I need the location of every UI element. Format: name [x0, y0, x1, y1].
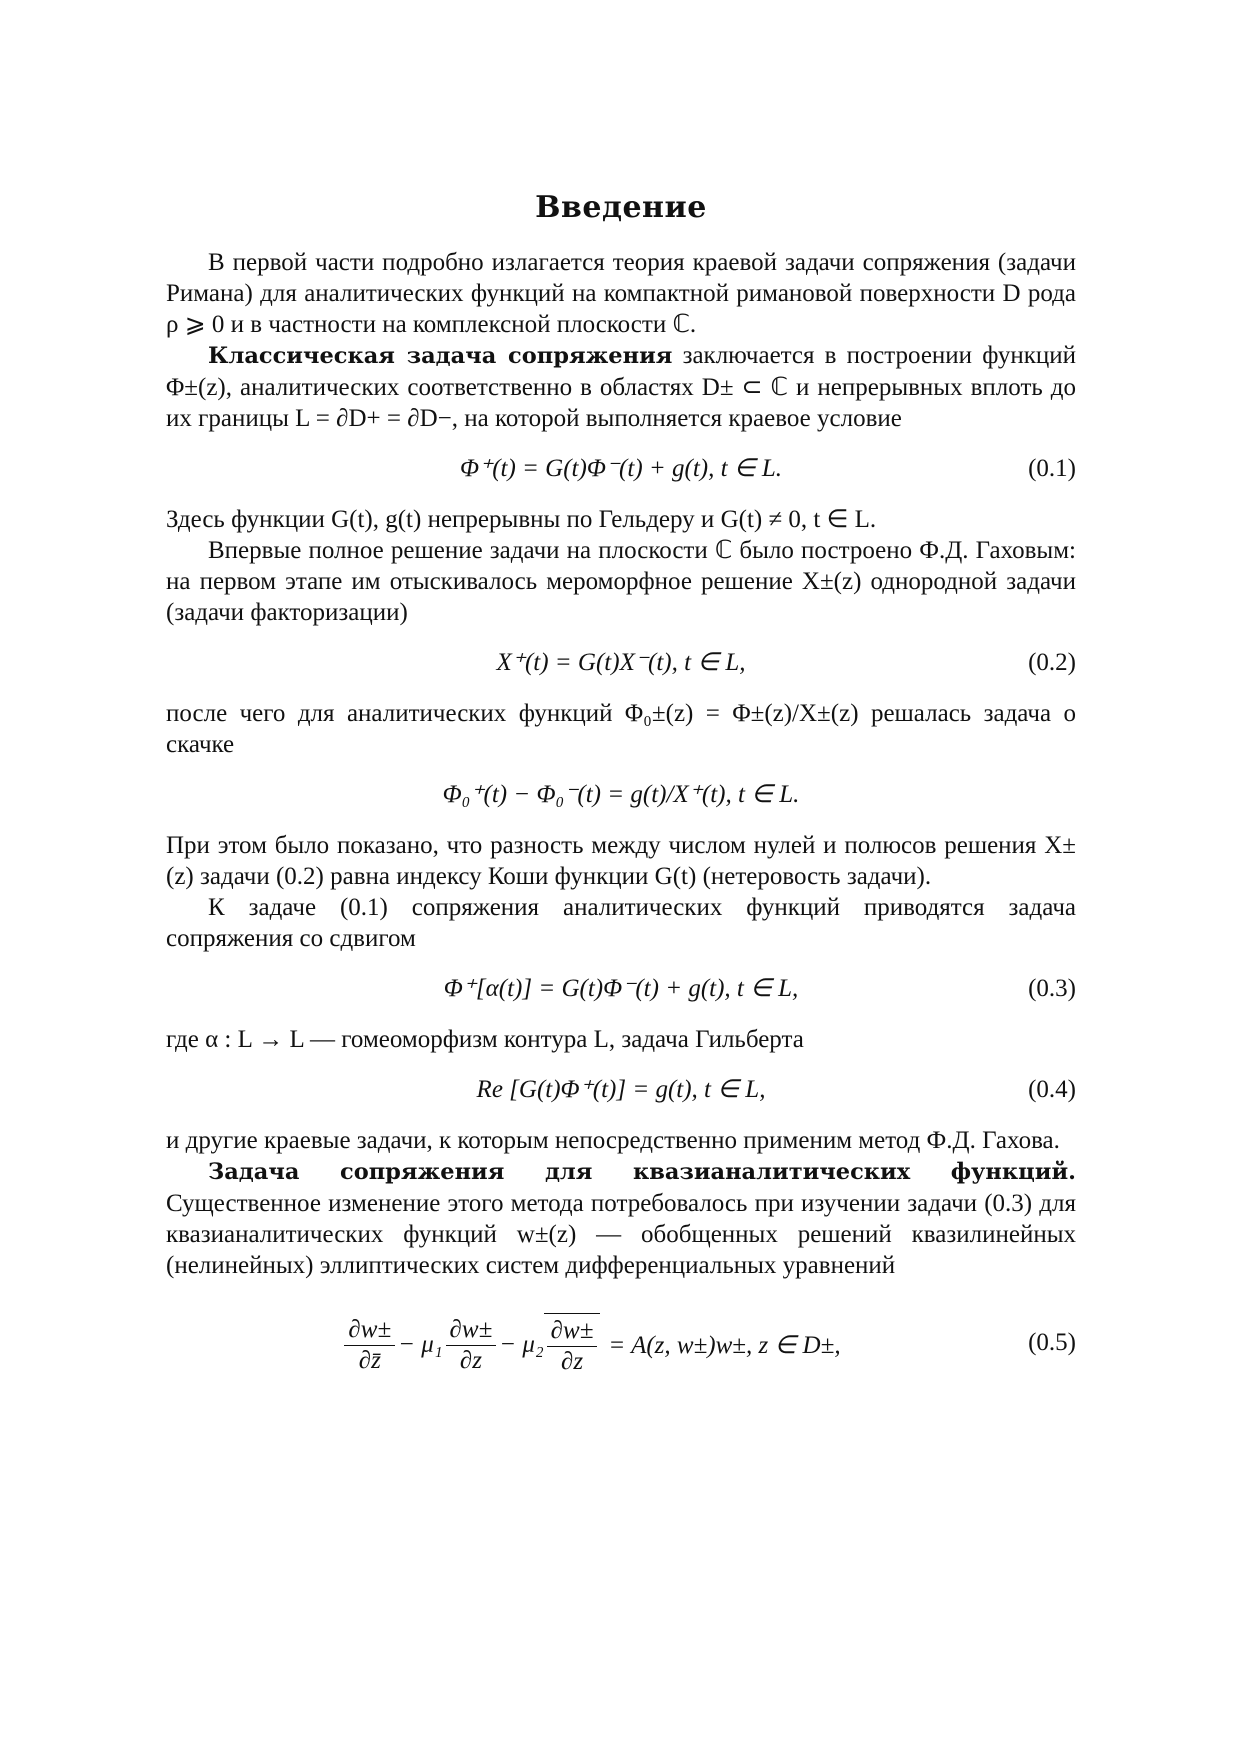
- page-title: Введение: [535, 190, 707, 225]
- paragraph-index: При этом было показано, что разность между числом нулей и полюсов решения X±(z) задачи (0.2) равна индексу Коши функции G(t) (нетеровость задачи).: [166, 832, 1076, 890]
- paragraph-text: Существенное изменение этого метода потребовалось при изучении задачи (0.3) для квазианалитических функций w±(z) — обобщенных решений квазилинейных (нелинейных) эллиптических систем дифференциальных уравнений: [166, 1190, 1076, 1279]
- equation-body: Φ⁺(t) = G(t)Φ⁻(t) + g(t), t ∈ L.: [459, 455, 782, 482]
- equation-number: (0.5): [1028, 1329, 1076, 1356]
- paragraph-hilbert: где α : L → L — гомеоморфизм контура L, задача Гильберта: [166, 1026, 804, 1053]
- paragraph-holder: Здесь функции G(t), g(t) непрерывны по Гельдеру и G(t) ≠ 0, t ∈ L.: [166, 506, 877, 533]
- equation-body: Re [G(t)Φ⁺(t)] = g(t), t ∈ L,: [476, 1076, 766, 1103]
- paragraph-classical-problem: [166, 340, 1076, 434]
- paragraph-jump: после чего для аналитических функций Φ₀±(z) = Φ±(z)/X±(z) решалась задача о скачке: [166, 700, 1076, 758]
- equation-jump: [166, 772, 1076, 818]
- equation-rhs: = A(z, w±)w±, z ∈ D±,: [608, 1332, 841, 1359]
- equation-body: [166, 1299, 1076, 1391]
- conjugate-overline: [544, 1313, 601, 1377]
- equation-0-2: [166, 640, 1076, 686]
- fraction: $\frac{\partial w\pm}{\partial z}$: [446, 1315, 497, 1376]
- equation-0-5: [166, 1299, 1076, 1391]
- equation-0-4: [166, 1067, 1076, 1113]
- equation-number: (0.1): [1028, 455, 1076, 482]
- equation-0-3: [166, 966, 1076, 1012]
- equation-0-1: [166, 446, 1076, 492]
- paragraph-other-problems: и другие краевые задачи, к которым непосредственно применим метод Ф.Д. Гахова.: [166, 1127, 1060, 1154]
- equation-body: Φ₀⁺(t) − Φ₀⁻(t) = g(t)/X⁺(t), t ∈ L.: [442, 781, 800, 808]
- paragraph-gakhov: Впервые полное решение задачи на плоскости ℂ было построено Ф.Д. Гаховым: на первом этапе им отыскивалось мероморфное решение X±(z) однородной задачи (задачи факторизации): [166, 537, 1076, 626]
- equation-number: (0.3): [1028, 975, 1076, 1002]
- lead-term: Задача сопряжения для квазианалитических функций.: [208, 1159, 1076, 1185]
- equation-body: X⁺(t) = G(t)X⁻(t), t ∈ L,: [496, 649, 746, 676]
- equation-number: (0.4): [1028, 1076, 1076, 1103]
- page-body: [166, 190, 1076, 1409]
- lead-term: Классическая задача сопряжения: [208, 343, 673, 369]
- operator: − μ₁: [398, 1331, 443, 1358]
- paragraph-text: заключается в построении функций Φ±(z), аналитических соответственно в областях D± ⊂ ℂ и непрерывных вплоть до их границы L = ∂D+ = ∂D−, на которой выполняется краевое условие: [166, 342, 1076, 432]
- fraction: $\frac{\partial w\pm}{\partial z}$: [547, 1316, 598, 1377]
- paragraph-quasianalytic: [166, 1156, 1076, 1281]
- operator: − μ₂: [499, 1331, 544, 1358]
- equation-number: (0.2): [1028, 649, 1076, 676]
- fraction: $\frac{\partial w\pm}{\partial z̄}$: [344, 1315, 395, 1376]
- paragraph-intro: В первой части подробно излагается теория краевой задачи сопряжения (задачи Римана) для аналитических функций на компактной римановой поверхности D рода ρ ⩾ 0 и в частности на комплексной плоскости ℂ.: [166, 249, 1076, 338]
- paragraph-shift: К задаче (0.1) сопряжения аналитических функций приводятся задача сопряжения со сдвигом: [166, 894, 1076, 952]
- equation-body: Φ⁺[α(t)] = G(t)Φ⁻(t) + g(t), t ∈ L,: [443, 975, 799, 1002]
